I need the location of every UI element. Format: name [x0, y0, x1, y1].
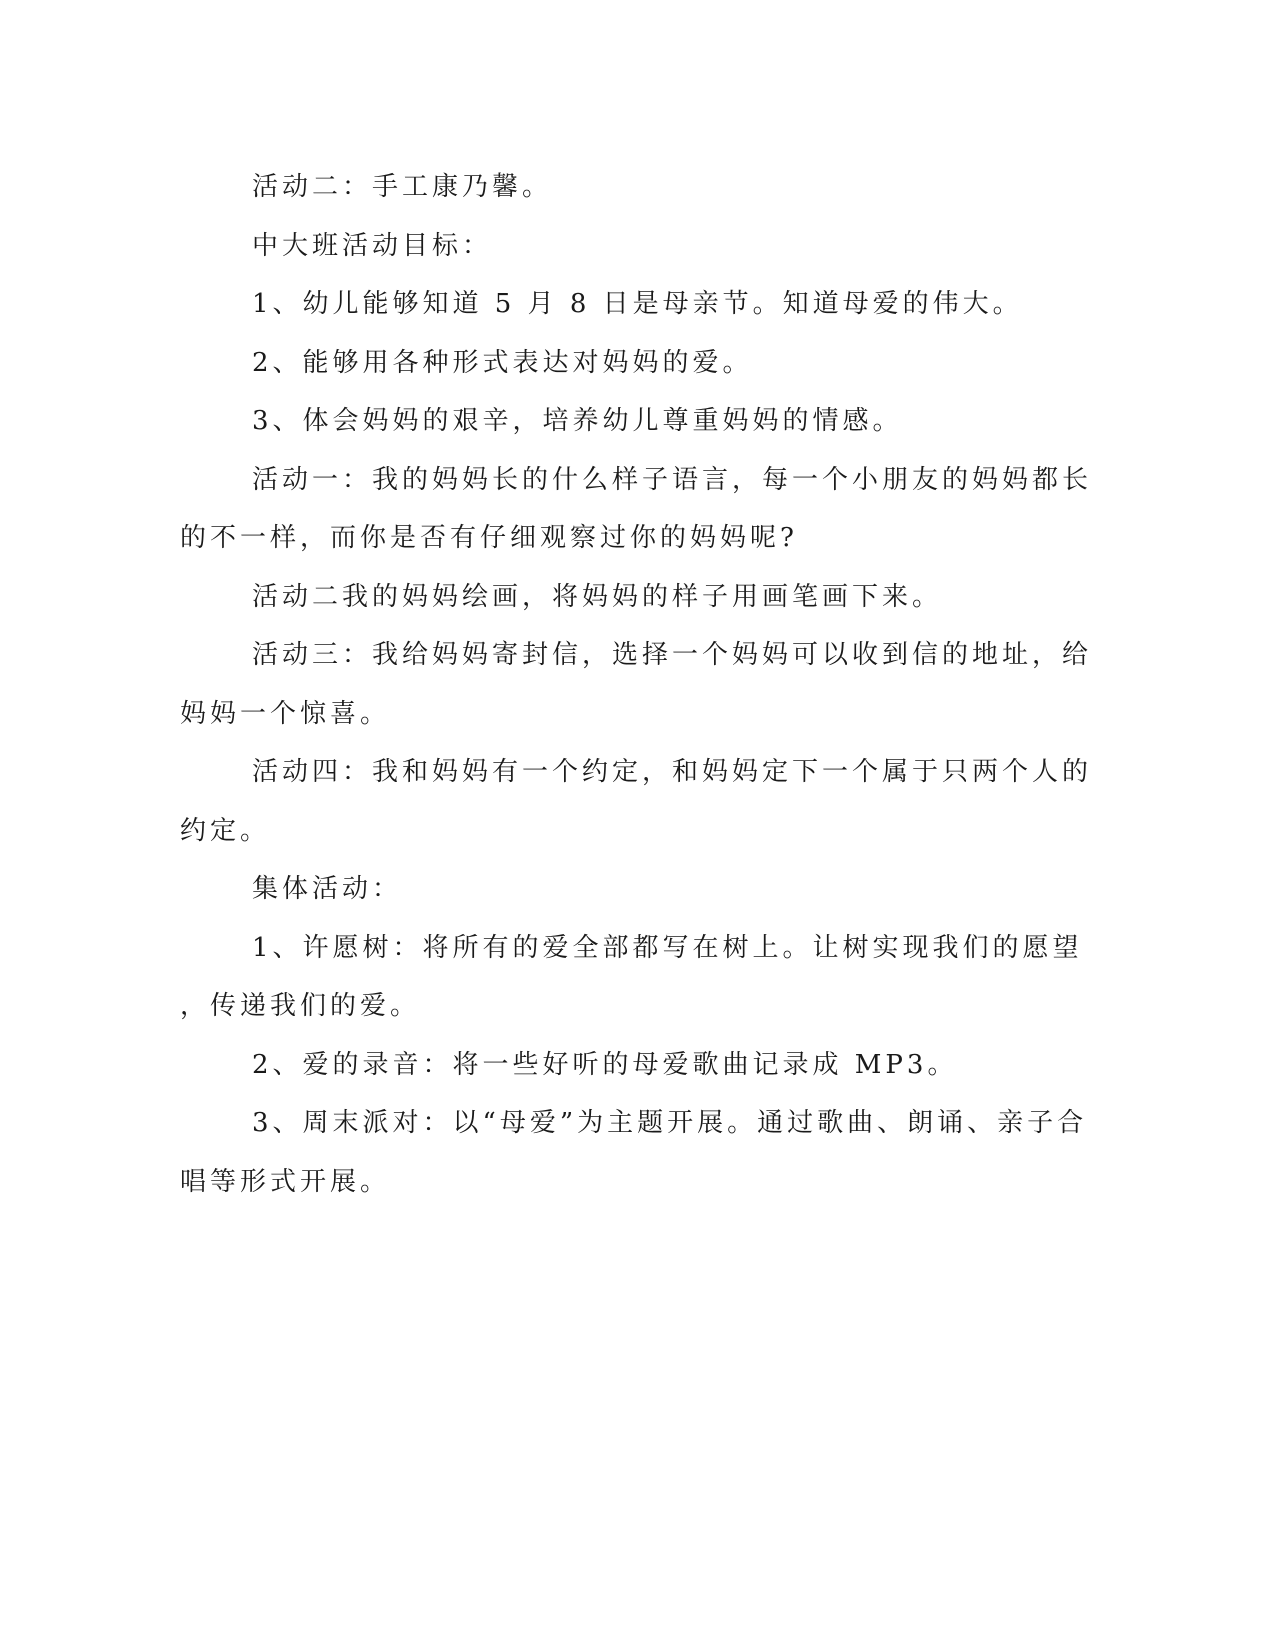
- text-line: ，传递我们的爱。: [180, 991, 421, 1021]
- paragraph-activity-three: [180, 626, 1093, 743]
- paragraph-goals-heading: [180, 217, 1030, 276]
- text-line: 2、能够用各种形式表达对妈妈的爱。: [252, 347, 753, 378]
- text-line: 唱等形式开展。: [180, 1166, 391, 1197]
- text-line: 妈妈一个惊喜。: [180, 698, 391, 729]
- text-line: 3、体会妈妈的艰辛，培养幼儿尊重妈妈的情感。: [252, 406, 903, 436]
- paragraph-goal-3: [180, 392, 1030, 451]
- text-line: 活动二：手工康乃馨。: [252, 172, 553, 202]
- paragraph-goal-1: [180, 275, 1030, 334]
- document-body: [180, 158, 1093, 1211]
- text-line: 的不一样，而你是否有仔细观察过你的妈妈呢?: [180, 523, 798, 553]
- text-line: 中大班活动目标：: [252, 230, 493, 261]
- paragraph-group-item-2: [180, 1036, 1030, 1095]
- text-line: 活动四：我和妈妈有一个约定，和妈妈定下一个属于只两个人的: [252, 757, 1093, 787]
- text-line: 活动三：我给妈妈寄封信，选择一个妈妈可以收到信的地址，给: [252, 640, 1093, 670]
- paragraph-activity-two-title: [180, 158, 1030, 217]
- text-line: 1、幼儿能够知道 5 月 8 日是母亲节。知道母爱的伟大。: [252, 289, 1023, 319]
- paragraph-activity-two: [180, 568, 1030, 627]
- text-line: 集体活动：: [252, 874, 403, 904]
- paragraph-activity-one: [180, 451, 1093, 568]
- paragraph-group-activity-heading: [180, 860, 1030, 919]
- paragraph-group-item-3: [180, 1094, 1088, 1211]
- text-line: 2、爱的录音：将一些好听的母爱歌曲记录成 MP3。: [252, 1049, 958, 1080]
- paragraph-activity-four: [180, 743, 1093, 860]
- text-line: 1、许愿树：将所有的爱全部都写在树上。让树实现我们的愿望: [252, 932, 1083, 963]
- paragraph-goal-2: [180, 334, 1030, 393]
- paragraph-group-item-1: [180, 919, 1083, 1036]
- text-line: 活动二我的妈妈绘画，将妈妈的样子用画笔画下来。: [252, 581, 943, 612]
- text-line: 活动一：我的妈妈长的什么样子语言，每一个小朋友的妈妈都长: [252, 464, 1093, 495]
- text-line: 约定。: [180, 815, 271, 846]
- text-line: 3、周末派对：以“母爱”为主题开展。通过歌曲、朗诵、亲子合: [252, 1108, 1088, 1138]
